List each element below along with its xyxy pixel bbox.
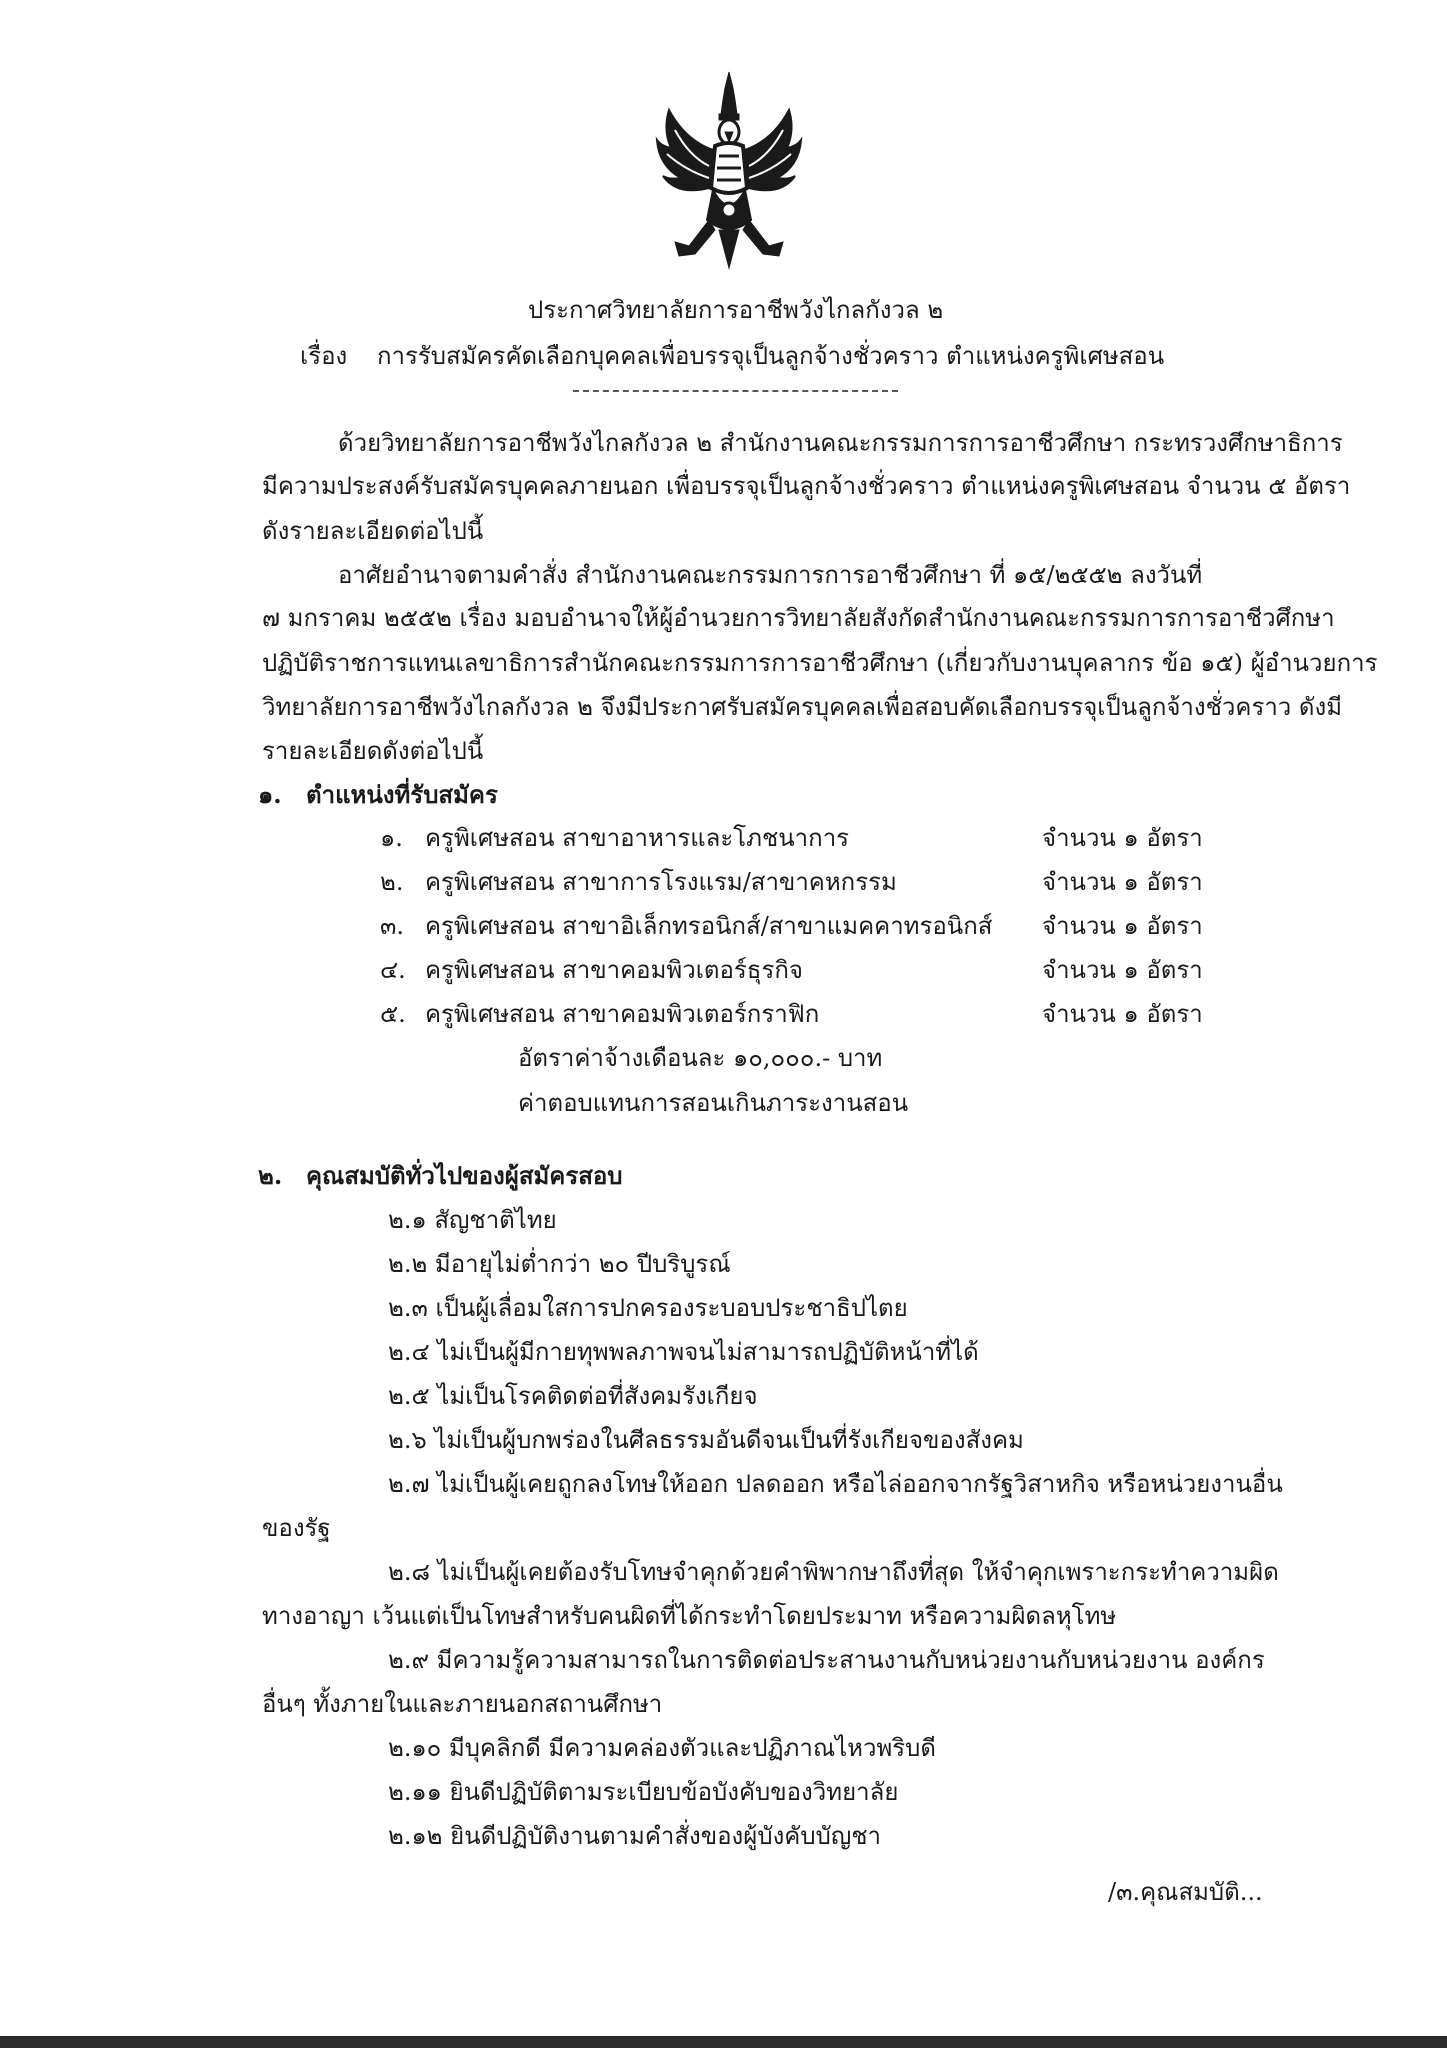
continued-note: /๓.คุณสมบัติ... [1108, 1878, 1263, 1906]
position-number: ๑. [380, 824, 403, 852]
intro-p1-line1: ด้วยวิทยาลัยการอาชีพวังไกลกังวล ๒ สำนักงานคณะกรรมการการอาชีวศึกษา กระทรวงศึกษาธิการ [338, 429, 1343, 457]
qualification-item-cont: ของรัฐ [262, 1514, 331, 1542]
announcement-title: ประกาศวิทยาลัยการอาชีพวังไกลกังวล ๒ [528, 296, 944, 324]
qualification-item: ๒.๓ เป็นผู้เลื่อมใสการปกครองระบอบประชาธิปไตย [388, 1294, 908, 1322]
position-count: จำนวน ๑ อัตรา [1042, 824, 1203, 852]
overtime-note: ค่าตอบแทนการสอนเกินภาระงานสอน [518, 1089, 909, 1117]
qualification-item: ๒.๑ สัญชาติไทย [388, 1206, 557, 1234]
intro-p2-line1: อาศัยอำนาจตามคำสั่ง สำนักงานคณะกรรมการการอาชีวศึกษา ที่ ๑๕/๒๕๕๒ ลงวันที่ [338, 561, 1203, 589]
qualification-item: ๒.๘ ไม่เป็นผู้เคยต้องรับโทษจำคุกด้วยคำพิพากษาถึงที่สุด ให้จำคุกเพราะกระทำความผิด [388, 1558, 1279, 1586]
section1-number: ๑. [258, 780, 282, 809]
qualification-item-cont: อื่นๆ ทั้งภายในและภายนอกสถานศึกษา [262, 1690, 663, 1718]
position-name: ครูพิเศษสอน สาขาการโรงแรม/สาขาคหกรรม [425, 868, 897, 896]
position-number: ๓. [380, 912, 405, 940]
intro-p2-line4: วิทยาลัยการอาชีพวังไกลกังวล ๒ จึงมีประกาศรับสมัครบุคคลเพื่อสอบคัดเลือกบรรจุเป็นลูกจ้างชั่วคราว ดังมี [262, 693, 1343, 721]
position-count: จำนวน ๑ อัตรา [1042, 868, 1203, 896]
qualification-item: ๒.๑๐ มีบุคลิกดี มีความคล่องตัวและปฏิภาณไหวพริบดี [388, 1734, 937, 1762]
qualification-item-cont: ทางอาญา เว้นแต่เป็นโทษสำหรับคนผิดที่ได้กระทำโดยประมาท หรือความผิดลหุโทษ [262, 1602, 1117, 1630]
qualification-item: ๒.๙ มีความรู้ความสามารถในการติดต่อประสานงานกับหน่วยงานกับหน่วยงาน องค์กร [388, 1646, 1265, 1674]
intro-p1-line3: ดังรายละเอียดต่อไปนี้ [262, 517, 484, 545]
position-count: จำนวน ๑ อัตรา [1042, 1000, 1203, 1028]
section1-heading: ตำแหน่งที่รับสมัคร [306, 780, 498, 809]
qualification-item: ๒.๗ ไม่เป็นผู้เคยถูกลงโทษให้ออก ปลดออก หรือไล่ออกจากรัฐวิสาหกิจ หรือหน่วยงานอื่น [388, 1470, 1283, 1498]
position-number: ๕. [380, 1000, 406, 1028]
qualification-item: ๒.๔ ไม่เป็นผู้มีกายทุพพลภาพจนไม่สามารถปฏิบัติหน้าที่ได้ [388, 1338, 979, 1366]
intro-p2-line3: ปฏิบัติราชการแทนเลขาธิการสำนักคณะกรรมการการอาชีวศึกษา (เกี่ยวกับงานบุคลากร ข้อ ๑๕) ผู้อำนวยการ [262, 649, 1378, 677]
position-name: ครูพิเศษสอน สาขาอาหารและโภชนาการ [425, 824, 850, 852]
garuda-emblem-icon [655, 70, 803, 270]
wage-rate: อัตราค่าจ้างเดือนละ ๑๐,๐๐๐.- บาท [518, 1044, 883, 1072]
intro-p1-line2: มีความประสงค์รับสมัครบุคคลภายนอก เพื่อบรรจุเป็นลูกจ้างชั่วคราว ตำแหน่งครูพิเศษสอน จำนวน ๕ อัตรา [262, 472, 1351, 500]
position-number: ๔. [380, 956, 406, 984]
divider [573, 390, 898, 392]
qualification-item: ๒.๖ ไม่เป็นผู้บกพร่องในศีลธรรมอันดีจนเป็นที่รังเกียจของสังคม [388, 1426, 1024, 1454]
section2-number: ๒. [258, 1161, 283, 1190]
qualification-item: ๒.๕ ไม่เป็นโรคติดต่อที่สังคมรังเกียจ [388, 1382, 758, 1410]
intro-p2-line2: ๗ มกราคม ๒๕๕๒ เรื่อง มอบอำนาจให้ผู้อำนวยการวิทยาลัยสังกัดสำนักงานคณะกรรมการการอาชีวศึกษา [262, 604, 1335, 632]
position-count: จำนวน ๑ อัตรา [1042, 956, 1203, 984]
intro-p2-line5: รายละเอียดดังต่อไปนี้ [262, 737, 484, 765]
qualification-item: ๒.๑๒ ยินดีปฏิบัติงานตามคำสั่งของผู้บังคับบัญชา [388, 1822, 882, 1850]
position-name: ครูพิเศษสอน สาขาคอมพิวเตอร์ธุรกิจ [425, 956, 803, 984]
position-name: ครูพิเศษสอน สาขาคอมพิวเตอร์กราฟิก [425, 1000, 820, 1028]
position-name: ครูพิเศษสอน สาขาอิเล็กทรอนิกส์/สาขาแมคคาทรอนิกส์ [425, 912, 993, 940]
position-number: ๒. [380, 868, 404, 896]
qualification-item: ๒.๑๑ ยินดีปฏิบัติตามระเบียบข้อบังคับของวิทยาลัย [388, 1778, 899, 1806]
position-count: จำนวน ๑ อัตรา [1042, 912, 1203, 940]
qualification-item: ๒.๒ มีอายุไม่ต่ำกว่า ๒๐ ปีบริบูรณ์ [388, 1250, 731, 1278]
subject-text: การรับสมัครคัดเลือกบุคคลเพื่อบรรจุเป็นลูกจ้างชั่วคราว ตำแหน่งครูพิเศษสอน [377, 342, 1165, 370]
scan-edge [0, 2036, 1447, 2048]
subject-label: เรื่อง [300, 342, 348, 370]
section2-heading: คุณสมบัติทั่วไปของผู้สมัครสอบ [306, 1161, 623, 1190]
